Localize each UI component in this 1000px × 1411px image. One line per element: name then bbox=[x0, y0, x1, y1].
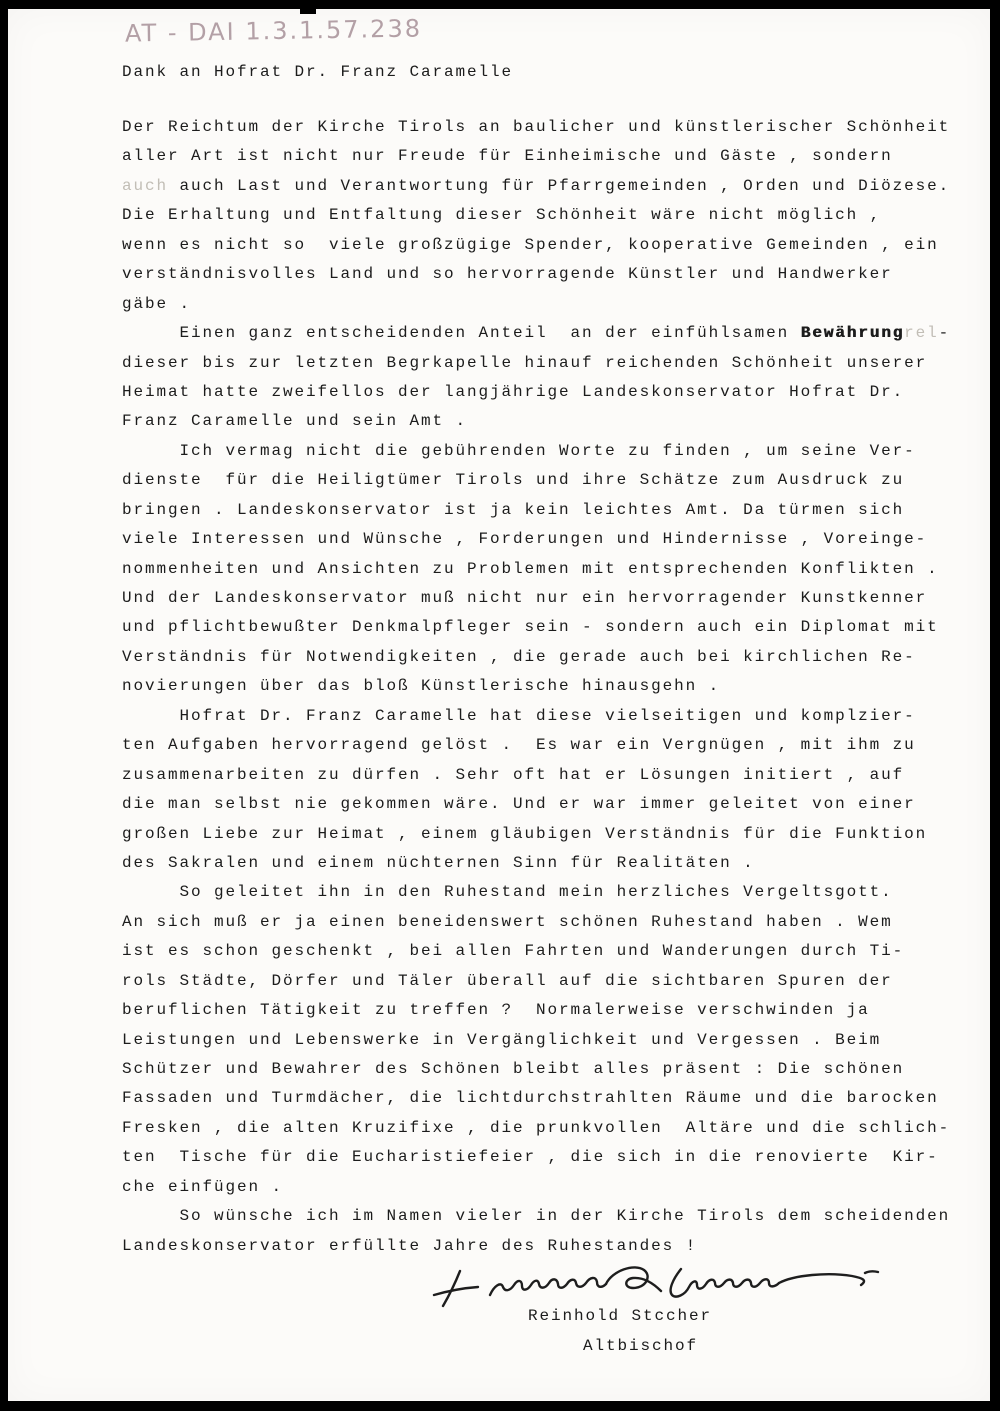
text-line: novierungen über das bloß Künstlerische hinausgehn . bbox=[122, 677, 721, 696]
text-line: die man selbst nie gekommen wäre. Und er war immer geleitet von einer bbox=[122, 795, 916, 814]
text-line: gäbe . bbox=[122, 294, 192, 313]
paper-sheet bbox=[8, 9, 990, 1401]
text-line: Und der Landeskonservator muß nicht nur ein hervorragender Kunstkenner bbox=[122, 589, 928, 607]
text-line: Schützer und Bewahrer des Schönen bleibt alles präsent : Die schönen bbox=[122, 1060, 905, 1078]
text-line: und pflichtbewußter Denkmalpfleger sein - sondern auch ein Diplomat mit bbox=[122, 618, 939, 637]
text-line: wenn es nicht so viele großzügige Spender, kooperative Gemeinden , ein bbox=[122, 235, 939, 254]
text-line: nommenheiten und Ansichten zu Problemen mit entsprechenden Konflikten . bbox=[122, 559, 939, 578]
text-line: Hofrat Dr. Franz Caramelle hat diese vielseitigen und komplzier- bbox=[122, 706, 916, 725]
text-line: bringen . Landeskonservator ist ja kein leichtes Amt. Da türmen sich bbox=[122, 500, 905, 519]
scan-artifact bbox=[300, 9, 316, 14]
text-line: che einfügen . bbox=[122, 1177, 284, 1196]
text-line: Franz Caramelle und sein Amt . bbox=[122, 412, 468, 431]
text-line: Ich vermag nicht die gebührenden Worte zu finden , um seine Ver- bbox=[122, 441, 916, 460]
text-line: So geleitet ihn in den Ruhestand mein herzliches Vergeltsgott. bbox=[122, 883, 893, 902]
text-line: ten Tische für die Eucharistiefeier , die sich in die renovierte Kir- bbox=[122, 1148, 939, 1167]
text-line: Verständnis für Notwendigkeiten , die gerade auch bei kirchlichen Re- bbox=[122, 647, 916, 666]
text-line: verständnisvolles Land und so hervorragende Künstler und Handwerker bbox=[122, 265, 893, 284]
text-line: viele Interessen und Wünsche , Forderungen und Hindernisse , Voreinge- bbox=[122, 530, 928, 549]
text-line: Heimat hatte zweifellos der langjährige Landeskonservator Hofrat Dr. bbox=[122, 382, 905, 401]
archive-code-handwritten: AT - DAI 1.3.1.57.238 bbox=[124, 14, 423, 48]
text-line: Leistungen und Lebenswerke in Vergänglichkeit und Vergessen . Beim bbox=[122, 1030, 882, 1049]
text-line: dienste für die Heiligtümer Tirols und ihre Schätze zum Ausdruck zu bbox=[122, 471, 905, 490]
text-line: beruflichen Tätigkeit zu treffen ? Normalerweise verschwinden ja bbox=[122, 1001, 870, 1020]
text-line: An sich muß er ja einen beneidenswert schönen Ruhestand haben . Wem bbox=[122, 912, 893, 931]
letter-title: Dank an Hofrat Dr. Franz Caramelle bbox=[122, 63, 514, 81]
text-line: ten Aufgaben hervorragend gelöst . Es war ein Vergnügen , mit ihm zu bbox=[122, 736, 916, 755]
text-line: aller Art ist nicht nur Freude für Einheimische und Gäste , sondern bbox=[122, 147, 893, 166]
text-line: ist es schon geschenkt , bei allen Fahrten und Wanderungen durch Ti- bbox=[122, 942, 905, 961]
text-line: rols Städte, Dörfer und Täler überall auf die sichtbaren Spuren der bbox=[122, 971, 893, 990]
text-line: Der Reichtum der Kirche Tirols an baulicher und künstlerischer Schönheit bbox=[122, 118, 951, 136]
text-line: Fassaden und Turmdächer, die lichtdurchstrahlten Räume und die barocken bbox=[122, 1089, 939, 1108]
text-line: zusammenarbeiten zu dürfen . Sehr oft hat er Lösungen initiert , auf bbox=[122, 765, 905, 784]
text-line: Landeskonservator erfüllte Jahre des Ruhestandes ! bbox=[122, 1236, 698, 1255]
text-line: dieser bis zur letzten Begrkapelle hinauf reichenden Schönheit unserer bbox=[122, 353, 928, 372]
text-line: Einen ganz entscheidenden Anteil an der einfühlsamen Bewährungrel- bbox=[122, 324, 951, 343]
text-line: Fresken , die alten Kruzifixe , die prunkvollen Altäre und die schlich- bbox=[122, 1118, 951, 1137]
text-line: So wünsche ich im Namen vieler in der Kirche Tirols dem scheidenden bbox=[122, 1207, 951, 1226]
text-line: des Sakralen und einem nüchternen Sinn für Realitäten . bbox=[122, 853, 755, 872]
signatory-role: Altbischof bbox=[583, 1337, 699, 1355]
letter-body bbox=[122, 113, 950, 1261]
signatory-name: Reinhold Stccher bbox=[528, 1307, 713, 1325]
text-line: Die Erhaltung und Entfaltung dieser Schönheit wäre nicht möglich , bbox=[122, 206, 882, 225]
text-line: auch auch Last und Verantwortung für Pfarrgemeinden , Orden und Diözese. bbox=[122, 176, 951, 195]
text-line: großen Liebe zur Heimat , einem gläubigen Verständnis für die Funktion bbox=[122, 824, 928, 843]
